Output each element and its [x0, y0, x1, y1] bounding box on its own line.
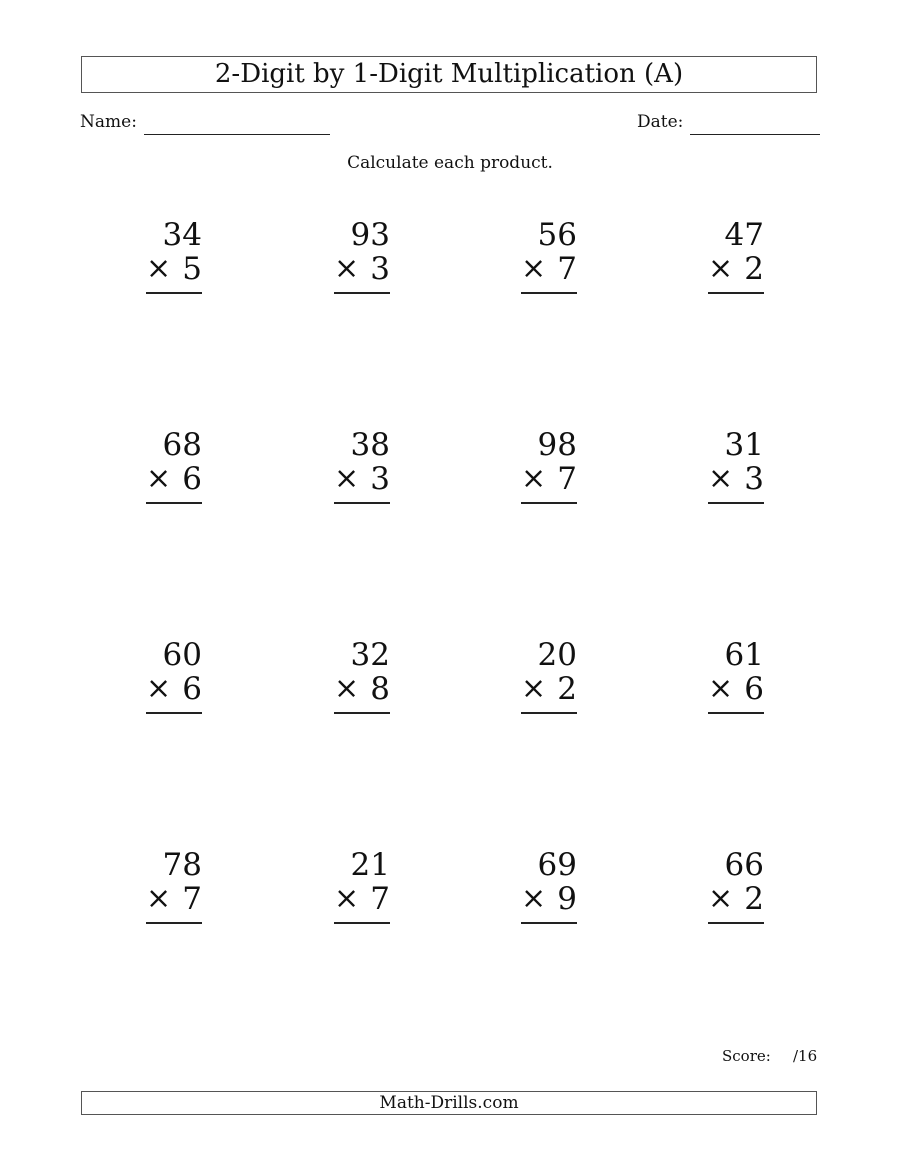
multiplicand: 56	[537, 217, 577, 253]
multiplier: 8	[370, 671, 390, 707]
multiplier: 7	[557, 251, 577, 287]
times-icon: ×	[146, 671, 172, 706]
instructions: Calculate each product.	[347, 153, 553, 173]
multiplicand: 31	[724, 427, 764, 463]
problem	[334, 638, 390, 718]
answer-line	[334, 502, 390, 504]
multiplier-row	[146, 462, 202, 496]
multiplicand: 61	[724, 637, 764, 673]
times-icon: ×	[521, 881, 547, 916]
multiplier-row	[521, 882, 577, 916]
multiplier: 2	[744, 251, 764, 287]
times-icon: ×	[521, 671, 547, 706]
multiplier-row	[334, 462, 390, 496]
multiplier-row	[521, 462, 577, 496]
multiplier-row	[334, 672, 390, 706]
times-icon: ×	[708, 461, 734, 496]
answer-line	[521, 292, 577, 294]
problem	[708, 428, 764, 508]
date-label: Date:	[637, 112, 684, 132]
multiplier: 7	[557, 461, 577, 497]
multiplier-row	[708, 252, 764, 286]
answer-line	[708, 292, 764, 294]
multiplier-row	[708, 882, 764, 916]
multiplicand: 93	[350, 217, 390, 253]
multiplicand: 47	[724, 217, 764, 253]
answer-line	[521, 922, 577, 924]
times-icon: ×	[708, 881, 734, 916]
answer-line	[146, 712, 202, 714]
multiplier-row	[334, 882, 390, 916]
worksheet-title: 2-Digit by 1-Digit Multiplication (A)	[81, 56, 817, 93]
times-icon: ×	[146, 881, 172, 916]
answer-line	[334, 922, 390, 924]
times-icon: ×	[146, 251, 172, 286]
problem	[146, 428, 202, 508]
problem	[334, 428, 390, 508]
name-line[interactable]	[144, 134, 330, 135]
multiplier: 7	[370, 881, 390, 917]
problem	[708, 218, 764, 298]
answer-line	[708, 922, 764, 924]
multiplicand: 60	[162, 637, 202, 673]
multiplicand: 69	[537, 847, 577, 883]
problem	[334, 218, 390, 298]
answer-line	[708, 502, 764, 504]
answer-line	[146, 292, 202, 294]
multiplicand: 20	[537, 637, 577, 673]
problem	[521, 638, 577, 718]
multiplier-row	[146, 882, 202, 916]
times-icon: ×	[334, 671, 360, 706]
problem	[146, 638, 202, 718]
multiplicand: 32	[350, 637, 390, 673]
multiplicand: 21	[350, 847, 390, 883]
multiplier: 9	[557, 881, 577, 917]
times-icon: ×	[334, 881, 360, 916]
multiplicand: 34	[162, 217, 202, 253]
multiplier: 6	[182, 461, 202, 497]
times-icon: ×	[334, 461, 360, 496]
footer-site: Math-Drills.com	[81, 1091, 817, 1115]
multiplier: 2	[744, 881, 764, 917]
multiplier: 3	[370, 251, 390, 287]
times-icon: ×	[708, 671, 734, 706]
multiplier: 7	[182, 881, 202, 917]
problem	[708, 848, 764, 928]
problem	[521, 218, 577, 298]
multiplicand: 78	[162, 847, 202, 883]
multiplier: 3	[370, 461, 390, 497]
answer-line	[146, 922, 202, 924]
score-label: Score:	[722, 1047, 771, 1065]
multiplicand: 38	[350, 427, 390, 463]
multiplier-row	[146, 672, 202, 706]
multiplier-row	[146, 252, 202, 286]
multiplier-row	[521, 672, 577, 706]
problem	[334, 848, 390, 928]
times-icon: ×	[521, 461, 547, 496]
problem	[146, 848, 202, 928]
answer-line	[521, 502, 577, 504]
times-icon: ×	[708, 251, 734, 286]
multiplicand: 98	[537, 427, 577, 463]
multiplier: 6	[744, 671, 764, 707]
multiplier-row	[521, 252, 577, 286]
multiplier-row	[334, 252, 390, 286]
answer-line	[708, 712, 764, 714]
score-total: /16	[793, 1047, 818, 1065]
problem	[708, 638, 764, 718]
multiplier: 6	[182, 671, 202, 707]
multiplier-row	[708, 462, 764, 496]
answer-line	[521, 712, 577, 714]
date-line[interactable]	[690, 134, 820, 135]
times-icon: ×	[521, 251, 547, 286]
times-icon: ×	[146, 461, 172, 496]
problem	[521, 428, 577, 508]
problem	[521, 848, 577, 928]
multiplier: 3	[744, 461, 764, 497]
multiplier: 5	[182, 251, 202, 287]
problem	[146, 218, 202, 298]
answer-line	[334, 292, 390, 294]
multiplicand: 68	[162, 427, 202, 463]
times-icon: ×	[334, 251, 360, 286]
multiplier-row	[708, 672, 764, 706]
answer-line	[146, 502, 202, 504]
multiplicand: 66	[724, 847, 764, 883]
answer-line	[334, 712, 390, 714]
multiplier: 2	[557, 671, 577, 707]
name-label: Name:	[80, 112, 137, 132]
